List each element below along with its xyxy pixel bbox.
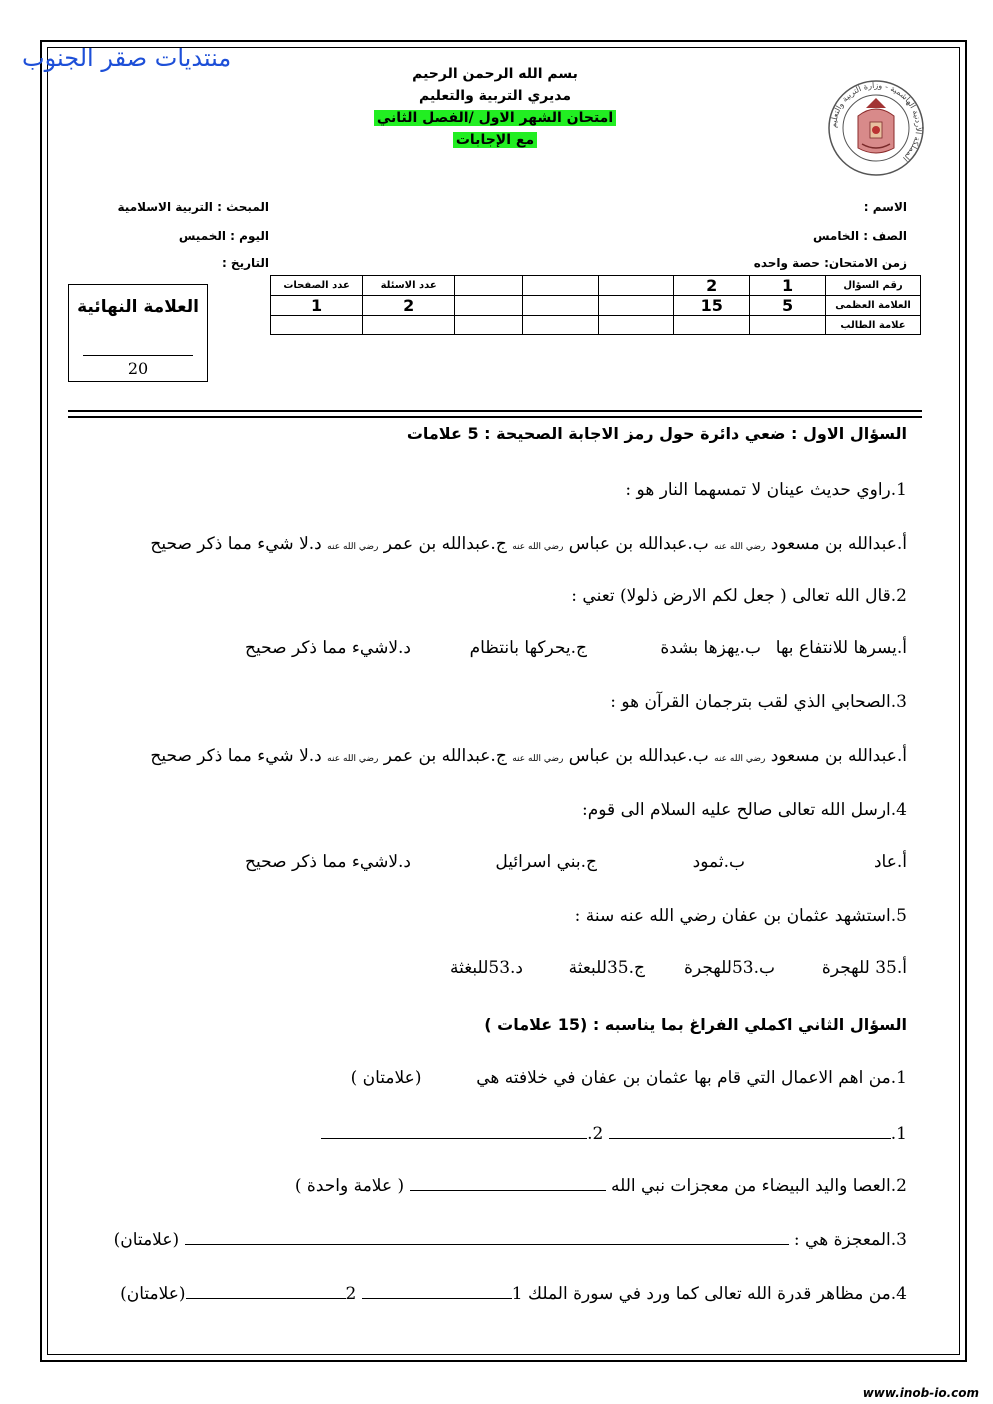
- option-b[interactable]: ب.عبدالله بن عباس: [568, 534, 709, 554]
- table-cell-empty: [598, 296, 674, 316]
- option-d[interactable]: د.لاشيء مما ذكر صحيح: [245, 852, 411, 872]
- section-divider: [68, 410, 922, 412]
- table-cell-empty: [522, 316, 598, 335]
- table-cell-empty: [522, 296, 598, 316]
- num-questions-value: 2: [363, 296, 455, 316]
- q1-item-1-options: [150, 534, 907, 554]
- option-b[interactable]: ب.عبدالله بن عباس: [568, 746, 709, 766]
- num-pages-value: 1: [271, 296, 363, 316]
- answer-blank[interactable]: [186, 1282, 346, 1299]
- option-c[interactable]: ج.يحركها بانتظام: [469, 638, 587, 658]
- q2-title: السؤال الثاني اكملي الفراغ بما يناسبه : (15 علامات ): [484, 1015, 907, 1034]
- q2-item-1-marks: (علامتان ): [350, 1068, 422, 1088]
- table-cell-empty: [522, 276, 598, 296]
- option-d[interactable]: د.لا شيء مما ذكر صحيح: [150, 534, 322, 554]
- option-a[interactable]: أ.35 للهجرة: [821, 958, 907, 978]
- q2-item-2: [295, 1174, 907, 1196]
- footer-url: www.inob-io.com: [862, 1386, 979, 1400]
- option-a[interactable]: أ.عبدالله بن مسعود: [770, 534, 907, 554]
- day-label: اليوم : الخميس: [178, 229, 269, 243]
- q2-item-3: [114, 1228, 907, 1250]
- q2-item-2-marks: ( علامة واحدة ): [294, 1176, 405, 1196]
- honorific: رضي الله عنه: [512, 542, 564, 552]
- q1-item-3-options: [150, 746, 907, 766]
- table-cell-empty: [598, 276, 674, 296]
- q2-item-3-marks: (علامتان): [113, 1230, 180, 1250]
- with-answers: [330, 132, 660, 148]
- jordan-ministry-emblem-icon: [826, 78, 926, 178]
- answer-blank[interactable]: [362, 1282, 512, 1299]
- honorific: رضي الله عنه: [327, 754, 379, 764]
- option-d[interactable]: د.لا شيء مما ذكر صحيح: [150, 746, 322, 766]
- option-c[interactable]: ج.35للبعثة: [568, 958, 645, 978]
- answer-blank[interactable]: [609, 1122, 891, 1139]
- row-label-max-mark: العلامة العظمى: [826, 296, 921, 316]
- q1-item-3: 3.الصحابي الذي لقب بترجمان القرآن هو :: [610, 692, 907, 712]
- q2-item-4-text: 4.من مظاهر قدرة الله تعالى كما ورد في سورة الملك 1: [511, 1284, 907, 1304]
- option-b[interactable]: ب.يهزها بشدة: [660, 638, 761, 658]
- blank-label-2: 2.: [587, 1124, 604, 1144]
- grade-label: الصف : الخامس: [812, 229, 907, 243]
- basmala: بسم الله الرحمن الرحيم: [412, 66, 578, 82]
- emblem-seal-text: المملكة الأردنية الهاشمية - وزارة التربية والتعليم: [828, 80, 924, 164]
- option-d[interactable]: د.لاشيء مما ذكر صحيح: [245, 638, 411, 658]
- marks-table: [270, 275, 921, 335]
- student-mark-q2: [674, 316, 750, 335]
- table-row: [271, 276, 921, 296]
- table-row: [271, 296, 921, 316]
- option-a[interactable]: أ.عاد: [873, 852, 907, 872]
- student-name-label: الاسم :: [863, 200, 907, 214]
- exam-title: [330, 110, 660, 126]
- q1-item-4: 4.ارسل الله تعالى صالح عليه السلام الى قوم:: [582, 800, 907, 820]
- student-mark-q1: [750, 316, 826, 335]
- num-pages-label: عدد الصفحات: [271, 276, 363, 296]
- date-label: التاريخ :: [221, 256, 269, 270]
- honorific: رضي الله عنه: [512, 754, 564, 764]
- answer-blank[interactable]: [185, 1228, 789, 1245]
- blank-label-1: 1.: [890, 1124, 907, 1144]
- q2-item-4-marks: (علامتان): [120, 1284, 186, 1304]
- q2-item-1-text: 1.من اهم الاعمال التي قام بها عثمان بن عفان في خلافته هي: [476, 1068, 907, 1088]
- option-a[interactable]: أ.عبدالله بن مسعود: [770, 746, 907, 766]
- directorate: مديري التربية والتعليم: [418, 88, 572, 104]
- honorific: رضي الله عنه: [714, 542, 766, 552]
- duration-label: زمن الامتحان: حصة واحده: [753, 256, 907, 270]
- table-cell-empty: [455, 316, 523, 335]
- option-a[interactable]: أ.يسرها للانتفاع بها: [775, 638, 907, 658]
- row-label-question-number: رقم السؤال: [826, 276, 921, 296]
- num-questions-label: عدد الاسئلة: [363, 276, 455, 296]
- q2-item-1-blanks: [321, 1122, 907, 1144]
- honorific: رضي الله عنه: [714, 754, 766, 764]
- forum-watermark: منتديات صقر الجنوب: [22, 44, 232, 72]
- q1-item-5: 5.استشهد عثمان بن عفان رضي الله عنه سنة :: [574, 906, 907, 926]
- max-mark-q2: 15: [674, 296, 750, 316]
- table-row: [271, 316, 921, 335]
- subject-label: المبحث : التربية الاسلامية: [117, 200, 269, 214]
- option-b[interactable]: ب.ثمود: [692, 852, 745, 872]
- answer-blank[interactable]: [321, 1122, 587, 1139]
- q2-item-4: [120, 1282, 907, 1304]
- answer-blank[interactable]: [410, 1174, 606, 1191]
- exam-title-text: امتحان الشهر الاول /الفصل الثاني: [374, 110, 616, 126]
- table-cell-empty: [271, 316, 363, 335]
- section-divider: [68, 416, 922, 418]
- q1-title: السؤال الاول : ضعي دائرة حول رمز الاجابة الصحيحة : 5 علامات: [406, 424, 907, 443]
- final-mark-title: العلامة النهائية: [77, 297, 199, 317]
- q2-item-3-text: 3.المعجزة هي :: [793, 1230, 907, 1250]
- table-cell-empty: [455, 296, 523, 316]
- honorific: رضي الله عنه: [327, 542, 379, 552]
- max-mark-q1: 5: [750, 296, 826, 316]
- option-c[interactable]: ج.عبدالله بن عمر: [383, 746, 507, 766]
- with-answers-text: مع الإجابات: [453, 132, 537, 148]
- option-b[interactable]: ب.53للهجرة: [684, 958, 775, 978]
- question-number-1: 1: [750, 276, 826, 296]
- option-c[interactable]: ج.عبدالله بن عمر: [383, 534, 507, 554]
- table-cell-empty: [598, 316, 674, 335]
- q2-item-1: [351, 1068, 907, 1088]
- row-label-student-mark: علامة الطالب: [826, 316, 921, 335]
- q2-item-2-text: 2.العصا واليد البيضاء من معجزات نبي الله: [610, 1176, 907, 1196]
- final-mark-total: 20: [127, 359, 149, 378]
- q2-item-4-number-2: 2: [345, 1284, 357, 1304]
- option-d[interactable]: د.53للبغثة: [449, 958, 523, 978]
- q1-item-2: 2.قال الله تعالى ( جعل لكم الارض ذلولا) تعني :: [571, 586, 907, 606]
- question-number-2: 2: [674, 276, 750, 296]
- final-mark-box: [68, 284, 208, 382]
- q1-item-1: 1.راوي حديث عينان لا تمسهما النار هو :: [625, 480, 907, 500]
- table-cell-empty: [363, 316, 455, 335]
- option-c[interactable]: ج.بني اسرائيل: [495, 852, 597, 872]
- final-mark-divider: [83, 355, 193, 356]
- table-cell-empty: [455, 276, 523, 296]
